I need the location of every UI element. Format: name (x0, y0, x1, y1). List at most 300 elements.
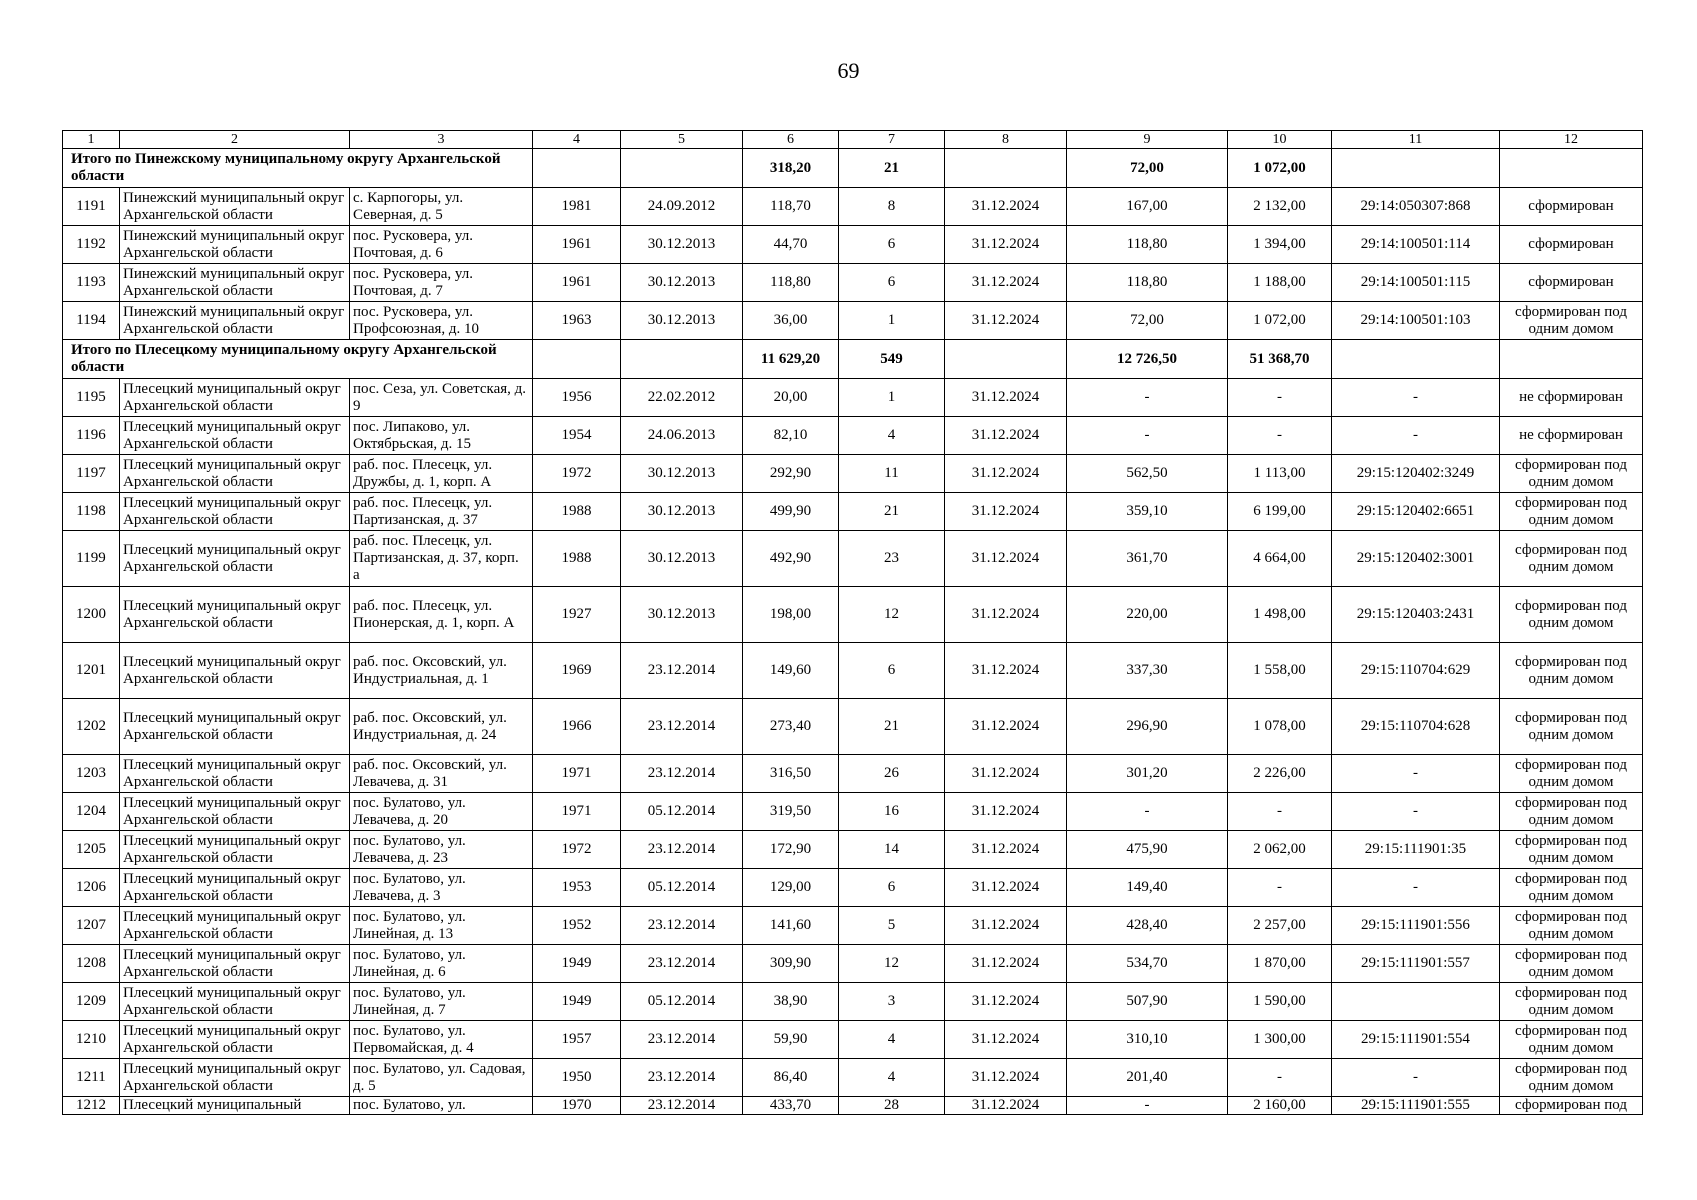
table-cell-col-5: 30.12.2013 (621, 587, 743, 643)
table-cell-col-1: 1196 (63, 417, 120, 455)
table-cell-col-3: раб. пос. Плесецк, ул. Партизанская, д. 37, корп. а (350, 531, 533, 587)
table-cell-col-12: сформирован под одним домом (1500, 793, 1643, 831)
table-cell-col-1: 1194 (63, 302, 120, 340)
table-cell-col-6: 309,90 (743, 945, 839, 983)
table-cell-col-6: 492,90 (743, 531, 839, 587)
table-cell-col-2: Плесецкий муниципальный округ Архангельской области (120, 493, 350, 531)
table-cell-col-4: 1949 (533, 945, 621, 983)
column-number: 4 (533, 131, 621, 149)
table-cell-col-10: - (1228, 379, 1332, 417)
empty-cell (1332, 149, 1500, 188)
table-cell-col-10: 2 160,00 (1228, 1097, 1332, 1115)
table-cell-col-4: 1952 (533, 907, 621, 945)
table-cell-col-7: 14 (839, 831, 945, 869)
table-cell-col-11: 29:15:111901:35 (1332, 831, 1500, 869)
table-cell-col-6: 149,60 (743, 643, 839, 699)
table-cell-col-1: 1211 (63, 1059, 120, 1097)
table-row (63, 793, 1643, 831)
table-cell-col-3: пос. Булатово, ул. Левачева, д. 20 (350, 793, 533, 831)
table-cell-col-9: 301,20 (1067, 755, 1228, 793)
table-cell-col-2: Плесецкий муниципальный (120, 1097, 350, 1115)
table-cell-col-8: 31.12.2024 (945, 869, 1067, 907)
table-cell-col-10: 6 199,00 (1228, 493, 1332, 531)
table-cell-col-12: не сформирован (1500, 379, 1643, 417)
table-cell-col-1: 1197 (63, 455, 120, 493)
table-cell-col-11: 29:15:111901:557 (1332, 945, 1500, 983)
table-cell-col-1: 1199 (63, 531, 120, 587)
table-cell-col-5: 23.12.2014 (621, 1059, 743, 1097)
table-cell-col-5: 23.12.2014 (621, 1021, 743, 1059)
table-cell-col-3: с. Карпогоры, ул. Северная, д. 5 (350, 188, 533, 226)
table-cell-col-3: пос. Липаково, ул. Октябрьская, д. 15 (350, 417, 533, 455)
table-cell-col-12: сформирован под одним домом (1500, 1059, 1643, 1097)
table-cell-col-8: 31.12.2024 (945, 417, 1067, 455)
table-cell-col-2: Плесецкий муниципальный округ Архангельской области (120, 869, 350, 907)
table-cell-col-11: 29:14:050307:868 (1332, 188, 1500, 226)
table-cell-col-9: 201,40 (1067, 1059, 1228, 1097)
table-cell-col-10: 1 078,00 (1228, 699, 1332, 755)
table-cell-col-2: Плесецкий муниципальный округ Архангельской области (120, 793, 350, 831)
table-cell-col-12: сформирован под одним домом (1500, 983, 1643, 1021)
table-cell-col-3: пос. Булатово, ул. Линейная, д. 6 (350, 945, 533, 983)
table-cell-col-11: - (1332, 869, 1500, 907)
table-cell-col-6: 433,70 (743, 1097, 839, 1115)
table-cell-col-9: 118,80 (1067, 226, 1228, 264)
table-cell-col-7: 21 (839, 699, 945, 755)
table-cell-col-7: 5 (839, 907, 945, 945)
table-cell-col-6: 20,00 (743, 379, 839, 417)
table-cell-col-6: 44,70 (743, 226, 839, 264)
table-cell-col-5: 05.12.2014 (621, 793, 743, 831)
table-cell-col-3: пос. Русковера, ул. Профсоюзная, д. 10 (350, 302, 533, 340)
table-cell-col-5: 24.06.2013 (621, 417, 743, 455)
table-cell-col-4: 1949 (533, 983, 621, 1021)
table-cell-col-3: пос. Булатово, ул. Линейная, д. 13 (350, 907, 533, 945)
total-area: 11 629,20 (743, 340, 839, 379)
table-cell-col-5: 22.02.2012 (621, 379, 743, 417)
table-cell-col-6: 198,00 (743, 587, 839, 643)
table-cell-col-6: 141,60 (743, 907, 839, 945)
table-cell-col-12: сформирован под одним домом (1500, 643, 1643, 699)
table-cell-col-9: 220,00 (1067, 587, 1228, 643)
registry-body (63, 131, 1643, 1115)
table-cell-col-2: Плесецкий муниципальный округ Архангельской области (120, 417, 350, 455)
table-cell-col-11: - (1332, 1059, 1500, 1097)
table-cell-col-3: раб. пос. Плесецк, ул. Пионерская, д. 1, корп. А (350, 587, 533, 643)
table-cell-col-9: 149,40 (1067, 869, 1228, 907)
column-number: 9 (1067, 131, 1228, 149)
table-cell-col-3: пос. Русковера, ул. Почтовая, д. 7 (350, 264, 533, 302)
table-cell-col-12: сформирован под одним домом (1500, 831, 1643, 869)
table-cell-col-10: 1 498,00 (1228, 587, 1332, 643)
table-cell-col-1: 1193 (63, 264, 120, 302)
table-cell-col-3: раб. пос. Плесецк, ул. Партизанская, д. 37 (350, 493, 533, 531)
column-number: 12 (1500, 131, 1643, 149)
table-cell-col-9: 310,10 (1067, 1021, 1228, 1059)
table-cell-col-2: Плесецкий муниципальный округ Архангельской области (120, 643, 350, 699)
table-cell-col-1: 1208 (63, 945, 120, 983)
table-cell-col-8: 31.12.2024 (945, 379, 1067, 417)
total-col9: 12 726,50 (1067, 340, 1228, 379)
table-cell-col-2: Плесецкий муниципальный округ Архангельской области (120, 1021, 350, 1059)
table-cell-col-2: Плесецкий муниципальный округ Архангельской области (120, 455, 350, 493)
table-cell-col-8: 31.12.2024 (945, 188, 1067, 226)
empty-cell (533, 340, 621, 379)
table-cell-col-5: 30.12.2013 (621, 226, 743, 264)
table-cell-col-2: Пинежский муниципальный округ Архангельской области (120, 226, 350, 264)
table-cell-col-6: 319,50 (743, 793, 839, 831)
table-cell-col-11: - (1332, 417, 1500, 455)
table-cell-col-10: - (1228, 417, 1332, 455)
table-cell-col-8: 31.12.2024 (945, 587, 1067, 643)
table-cell-col-6: 129,00 (743, 869, 839, 907)
table-cell-col-5: 24.09.2012 (621, 188, 743, 226)
column-number-row (63, 131, 1643, 149)
table-cell-col-8: 31.12.2024 (945, 793, 1067, 831)
table-cell-col-10: 2 226,00 (1228, 755, 1332, 793)
table-cell-col-8: 31.12.2024 (945, 699, 1067, 755)
table-cell-col-3: пос. Булатово, ул. Левачева, д. 23 (350, 831, 533, 869)
table-cell-col-4: 1971 (533, 793, 621, 831)
table-cell-col-11: - (1332, 793, 1500, 831)
table-cell-col-7: 6 (839, 226, 945, 264)
table-row (63, 493, 1643, 531)
table-row (63, 587, 1643, 643)
table-row (63, 983, 1643, 1021)
table-cell-col-7: 21 (839, 493, 945, 531)
table-cell-col-6: 59,90 (743, 1021, 839, 1059)
table-cell-col-11: 29:15:111901:556 (1332, 907, 1500, 945)
table-cell-col-12: сформирован под одним домом (1500, 755, 1643, 793)
table-cell-col-1: 1204 (63, 793, 120, 831)
table-cell-col-10: 1 870,00 (1228, 945, 1332, 983)
table-cell-col-10: 1 394,00 (1228, 226, 1332, 264)
table-row (63, 1021, 1643, 1059)
table-row (63, 264, 1643, 302)
table-cell-col-12: сформирован под одним домом (1500, 1021, 1643, 1059)
table-cell-col-1: 1192 (63, 226, 120, 264)
table-row (63, 755, 1643, 793)
table-cell-col-5: 30.12.2013 (621, 493, 743, 531)
table-cell-col-9: 167,00 (1067, 188, 1228, 226)
table-cell-col-1: 1207 (63, 907, 120, 945)
table-cell-col-7: 6 (839, 869, 945, 907)
table-cell-col-2: Плесецкий муниципальный округ Архангельской области (120, 945, 350, 983)
table-row (63, 531, 1643, 587)
table-cell-col-5: 23.12.2014 (621, 643, 743, 699)
table-cell-col-2: Плесецкий муниципальный округ Архангельской области (120, 1059, 350, 1097)
table-cell-col-9: 296,90 (1067, 699, 1228, 755)
empty-cell (1500, 340, 1643, 379)
table-cell-col-1: 1205 (63, 831, 120, 869)
table-cell-col-4: 1972 (533, 831, 621, 869)
empty-cell (1332, 340, 1500, 379)
table-cell-col-9: - (1067, 793, 1228, 831)
table-cell-col-9: 475,90 (1067, 831, 1228, 869)
page-number: 69 (837, 58, 860, 83)
table-cell-col-3: раб. пос. Оксовский, ул. Индустриальная, д. 24 (350, 699, 533, 755)
table-cell-col-8: 31.12.2024 (945, 1021, 1067, 1059)
table-cell-col-4: 1981 (533, 188, 621, 226)
table-cell-col-7: 12 (839, 945, 945, 983)
table-cell-col-4: 1971 (533, 755, 621, 793)
table-cell-col-8: 31.12.2024 (945, 945, 1067, 983)
table-row (63, 907, 1643, 945)
table-cell-col-2: Плесецкий муниципальный округ Архангельской области (120, 379, 350, 417)
table-cell-col-5: 05.12.2014 (621, 983, 743, 1021)
total-col10: 1 072,00 (1228, 149, 1332, 188)
table-cell-col-1: 1191 (63, 188, 120, 226)
table-cell-col-10: 1 300,00 (1228, 1021, 1332, 1059)
table-cell-col-8: 31.12.2024 (945, 226, 1067, 264)
column-number: 8 (945, 131, 1067, 149)
total-row (63, 340, 1643, 379)
table-cell-col-3: пос. Булатово, ул. Садовая, д. 5 (350, 1059, 533, 1097)
table-row (63, 945, 1643, 983)
column-number: 11 (1332, 131, 1500, 149)
table-row (63, 643, 1643, 699)
table-cell-col-12: сформирован под одним домом (1500, 587, 1643, 643)
table-cell-col-11: 29:15:110704:628 (1332, 699, 1500, 755)
table-row (63, 455, 1643, 493)
table-cell-col-5: 23.12.2014 (621, 699, 743, 755)
table-cell-col-11: 29:15:120403:2431 (1332, 587, 1500, 643)
table-cell-col-7: 11 (839, 455, 945, 493)
table-cell-col-11: 29:15:120402:3249 (1332, 455, 1500, 493)
empty-cell (945, 149, 1067, 188)
table-cell-col-5: 30.12.2013 (621, 264, 743, 302)
table-cell-col-12: сформирован под одним домом (1500, 907, 1643, 945)
table-cell-col-10: - (1228, 793, 1332, 831)
table-cell-col-1: 1209 (63, 983, 120, 1021)
table-cell-col-10: 4 664,00 (1228, 531, 1332, 587)
table-cell-col-11: 29:15:120402:6651 (1332, 493, 1500, 531)
column-number: 7 (839, 131, 945, 149)
table-cell-col-4: 1988 (533, 493, 621, 531)
table-cell-col-4: 1988 (533, 531, 621, 587)
table-cell-col-3: пос. Русковера, ул. Почтовая, д. 6 (350, 226, 533, 264)
table-cell-col-12: сформирован под одним домом (1500, 455, 1643, 493)
table-cell-col-8: 31.12.2024 (945, 302, 1067, 340)
table-cell-col-11: 29:14:100501:115 (1332, 264, 1500, 302)
table-row (63, 869, 1643, 907)
table-cell-col-1: 1200 (63, 587, 120, 643)
table-cell-col-7: 1 (839, 379, 945, 417)
table-cell-col-3: раб. пос. Оксовский, ул. Индустриальная, д. 1 (350, 643, 533, 699)
table-cell-col-6: 38,90 (743, 983, 839, 1021)
table-cell-col-6: 118,80 (743, 264, 839, 302)
table-cell-col-4: 1950 (533, 1059, 621, 1097)
table-cell-col-6: 499,90 (743, 493, 839, 531)
table-cell-col-5: 30.12.2013 (621, 455, 743, 493)
table-cell-col-12: сформирован (1500, 264, 1643, 302)
table-cell-col-9: 361,70 (1067, 531, 1228, 587)
table-cell-col-8: 31.12.2024 (945, 1097, 1067, 1115)
table-cell-col-11: 29:14:100501:114 (1332, 226, 1500, 264)
table-cell-col-8: 31.12.2024 (945, 643, 1067, 699)
registry-table (62, 130, 1643, 1115)
table-cell-col-12: сформирован под одним домом (1500, 699, 1643, 755)
table-cell-col-7: 23 (839, 531, 945, 587)
table-cell-col-10: - (1228, 1059, 1332, 1097)
total-col10: 51 368,70 (1228, 340, 1332, 379)
total-area: 318,20 (743, 149, 839, 188)
table-cell-col-4: 1956 (533, 379, 621, 417)
table-cell-col-3: пос. Булатово, ул. (350, 1097, 533, 1115)
table-cell-col-7: 8 (839, 188, 945, 226)
table-cell-col-9: 428,40 (1067, 907, 1228, 945)
table-cell-col-3: пос. Булатово, ул. Линейная, д. 7 (350, 983, 533, 1021)
table-cell-col-12: сформирован под одним домом (1500, 869, 1643, 907)
table-cell-col-2: Плесецкий муниципальный округ Архангельской области (120, 755, 350, 793)
table-cell-col-12: сформирован под одним домом (1500, 531, 1643, 587)
table-cell-col-7: 12 (839, 587, 945, 643)
table-cell-col-9: 118,80 (1067, 264, 1228, 302)
table-cell-col-1: 1202 (63, 699, 120, 755)
table-cell-col-4: 1972 (533, 455, 621, 493)
table-cell-col-10: 2 132,00 (1228, 188, 1332, 226)
table-cell-col-11: 29:15:120402:3001 (1332, 531, 1500, 587)
table-cell-col-12: сформирован под одним домом (1500, 302, 1643, 340)
table-cell-col-12: не сформирован (1500, 417, 1643, 455)
table-cell-col-4: 1970 (533, 1097, 621, 1115)
table-cell-col-9: - (1067, 1097, 1228, 1115)
total-col9: 72,00 (1067, 149, 1228, 188)
table-cell-col-11: - (1332, 379, 1500, 417)
total-row (63, 149, 1643, 188)
table-cell-col-2: Плесецкий муниципальный округ Архангельской области (120, 983, 350, 1021)
table-cell-col-5: 30.12.2013 (621, 302, 743, 340)
table-cell-col-9: - (1067, 379, 1228, 417)
table-cell-col-2: Плесецкий муниципальный округ Архангельской области (120, 907, 350, 945)
table-cell-col-2: Пинежский муниципальный округ Архангельской области (120, 188, 350, 226)
table-cell-col-8: 31.12.2024 (945, 983, 1067, 1021)
table-cell-col-11: 29:15:111901:555 (1332, 1097, 1500, 1115)
table-cell-col-12: сформирован под одним домом (1500, 945, 1643, 983)
table-cell-col-4: 1927 (533, 587, 621, 643)
table-cell-col-4: 1961 (533, 264, 621, 302)
table-cell-col-7: 6 (839, 264, 945, 302)
table-cell-col-8: 31.12.2024 (945, 1059, 1067, 1097)
table-cell-col-2: Плесецкий муниципальный округ Архангельской области (120, 699, 350, 755)
table-cell-col-2: Пинежский муниципальный округ Архангельской области (120, 264, 350, 302)
table-cell-col-7: 4 (839, 417, 945, 455)
table-cell-col-12: сформирован (1500, 226, 1643, 264)
table-cell-col-1: 1198 (63, 493, 120, 531)
table-cell-col-9: 72,00 (1067, 302, 1228, 340)
table-cell-col-1: 1203 (63, 755, 120, 793)
table-cell-col-9: 359,10 (1067, 493, 1228, 531)
table-cell-col-12: сформирован под (1500, 1097, 1643, 1115)
table-cell-col-10: 1 590,00 (1228, 983, 1332, 1021)
empty-cell (621, 340, 743, 379)
table-cell-col-4: 1953 (533, 869, 621, 907)
table-cell-col-9: 337,30 (1067, 643, 1228, 699)
table-cell-col-6: 86,40 (743, 1059, 839, 1097)
empty-cell (1500, 149, 1643, 188)
table-cell-col-4: 1963 (533, 302, 621, 340)
table-cell-col-10: 1 072,00 (1228, 302, 1332, 340)
table-cell-col-10: 2 062,00 (1228, 831, 1332, 869)
table-cell-col-2: Пинежский муниципальный округ Архангельской области (120, 302, 350, 340)
table-cell-col-12: сформирован под одним домом (1500, 493, 1643, 531)
table-row (63, 188, 1643, 226)
column-number: 1 (63, 131, 120, 149)
column-number: 10 (1228, 131, 1332, 149)
table-cell-col-2: Плесецкий муниципальный округ Архангельской области (120, 831, 350, 869)
table-cell-col-5: 23.12.2014 (621, 945, 743, 983)
table-cell-col-6: 273,40 (743, 699, 839, 755)
table-cell-col-6: 118,70 (743, 188, 839, 226)
table-cell-col-1: 1201 (63, 643, 120, 699)
table-cell-col-3: раб. пос. Оксовский, ул. Левачева, д. 31 (350, 755, 533, 793)
table-row (63, 1097, 1643, 1115)
column-number: 3 (350, 131, 533, 149)
table-cell-col-10: 2 257,00 (1228, 907, 1332, 945)
table-cell-col-1: 1206 (63, 869, 120, 907)
table-cell-col-4: 1954 (533, 417, 621, 455)
table-cell-col-6: 172,90 (743, 831, 839, 869)
table-cell-col-12: сформирован (1500, 188, 1643, 226)
table-cell-col-11: 29:15:110704:629 (1332, 643, 1500, 699)
empty-cell (621, 149, 743, 188)
table-cell-col-6: 82,10 (743, 417, 839, 455)
table-cell-col-11: 29:15:111901:554 (1332, 1021, 1500, 1059)
table-cell-col-3: раб. пос. Плесецк, ул. Дружбы, д. 1, корп. А (350, 455, 533, 493)
table-cell-col-7: 26 (839, 755, 945, 793)
table-cell-col-4: 1957 (533, 1021, 621, 1059)
table-cell-col-2: Плесецкий муниципальный округ Архангельской области (120, 587, 350, 643)
table-cell-col-7: 4 (839, 1021, 945, 1059)
table-row (63, 379, 1643, 417)
table-cell-col-2: Плесецкий муниципальный округ Архангельской области (120, 531, 350, 587)
empty-cell (533, 149, 621, 188)
table-cell-col-8: 31.12.2024 (945, 531, 1067, 587)
table-cell-col-4: 1961 (533, 226, 621, 264)
table-cell-col-5: 23.12.2014 (621, 1097, 743, 1115)
table-cell-col-6: 36,00 (743, 302, 839, 340)
table-cell-col-1: 1195 (63, 379, 120, 417)
table-cell-col-5: 23.12.2014 (621, 831, 743, 869)
empty-cell (945, 340, 1067, 379)
table-cell-col-5: 23.12.2014 (621, 907, 743, 945)
total-label: Итого по Пинежскому муниципальному округу Архангельской области (63, 149, 533, 188)
table-cell-col-3: пос. Булатово, ул. Первомайская, д. 4 (350, 1021, 533, 1059)
column-number: 2 (120, 131, 350, 149)
table-cell-col-10: 1 558,00 (1228, 643, 1332, 699)
table-row (63, 831, 1643, 869)
table-cell-col-7: 3 (839, 983, 945, 1021)
table-cell-col-5: 05.12.2014 (621, 869, 743, 907)
table-cell-col-8: 31.12.2024 (945, 455, 1067, 493)
table-cell-col-5: 30.12.2013 (621, 531, 743, 587)
table-cell-col-1: 1212 (63, 1097, 120, 1115)
table-row (63, 1059, 1643, 1097)
table-cell-col-11: - (1332, 755, 1500, 793)
table-cell-col-7: 16 (839, 793, 945, 831)
table-row (63, 226, 1643, 264)
table-cell-col-9: 507,90 (1067, 983, 1228, 1021)
table-cell-col-7: 4 (839, 1059, 945, 1097)
table-cell-col-7: 6 (839, 643, 945, 699)
table-cell-col-9: 534,70 (1067, 945, 1228, 983)
table-row (63, 302, 1643, 340)
table-cell-col-1: 1210 (63, 1021, 120, 1059)
total-label: Итого по Плесецкому муниципальному округу Архангельской области (63, 340, 533, 379)
table-cell-col-4: 1969 (533, 643, 621, 699)
table-cell-col-6: 292,90 (743, 455, 839, 493)
table-cell-col-7: 1 (839, 302, 945, 340)
